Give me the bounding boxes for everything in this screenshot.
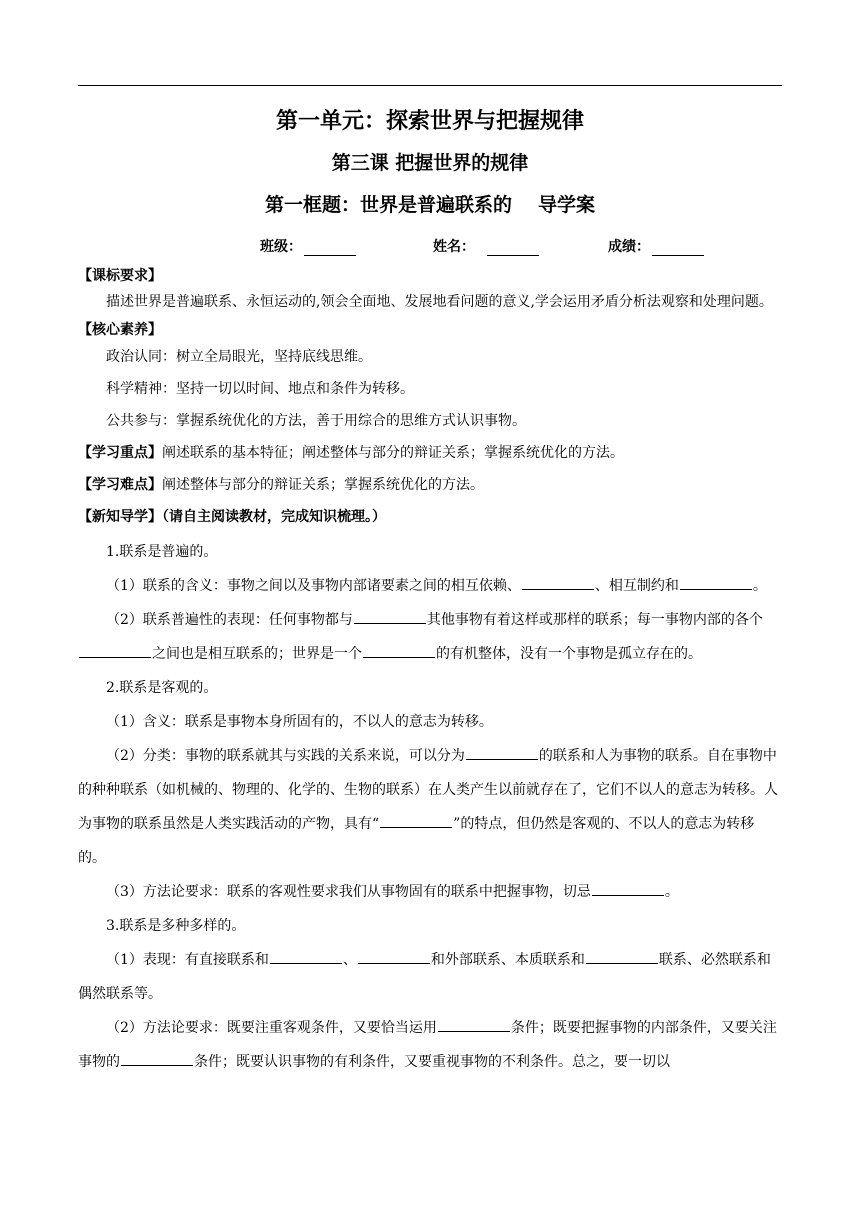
s2-p3-text: 。 [664,884,679,900]
s3-p1-text: 和外部联系、本质联系和 [430,952,585,968]
fill-blank[interactable] [380,813,452,828]
fill-blank[interactable] [354,609,426,624]
section-3-title: 3.联系是多种多样的。 [106,918,246,934]
score-field [608,236,704,256]
difficulties-text: 阐述整体与部分的辩证关系；掌握系统优化的方法。 [162,477,484,493]
s3-p1-text: （1）表现：有直接联系和 [106,952,269,968]
curriculum-text: 描述世界是普遍联系、永恒运动的,领会全面地、发展地看问题的意义,学会运用矛盾分析法观察和处理问题。 [106,294,773,310]
literacy-item: 科学精神：坚持一切以时间、地点和条件为转移。 [106,381,414,397]
s1-p1-text: （1）联系的含义：事物之间以及事物内部诸要素之间的相互依赖、 [106,578,521,594]
s2-p3-text: （3）方法论要求：联系的客观性要求我们从事物固有的联系中把握事物，切忌 [106,884,591,900]
score-label: 成绩： [608,239,650,255]
class-blank[interactable] [304,241,356,256]
s2-p2-text: （2）分类：事物的联系就其与实践的关系来说，可以分为 [106,748,465,764]
topic-text: 第一框题：世界是普遍联系的 [264,194,512,216]
s1-p1 [78,569,782,603]
header-rule [78,85,782,86]
s1-p1-text: 、相互制约和 [594,578,679,594]
name-blank[interactable] [487,241,539,256]
section-1-title: 1.联系是普遍的。 [106,544,218,560]
fill-blank[interactable] [522,575,594,590]
fill-blank[interactable] [438,1017,510,1032]
fill-blank[interactable] [592,881,664,896]
s1-p2-text: （2）联系普遍性的表现：任何事物都与 [106,612,353,628]
s1-p2-text: 之间也是相互联系的；世界是一个 [152,646,362,662]
difficulties-heading: 【学习难点】 [78,477,162,493]
s2-p2-text: 的联系和人为事物的联系。自在事物中的种种联系（如机械的、物理的、化学的、生物的联系）在人类产生以前就存在了，它们不以人的意志为转移。人为事物的联系虽然是人类实践活动的产物，具有“ [78,748,778,832]
class-field [260,236,356,256]
name-label: 姓名： [433,239,475,255]
s2-p2-text: ”的特点，但仍然是客观的、不以人的意志为转移的。 [78,816,755,866]
content [78,265,782,1079]
s1-p2 [78,603,782,671]
s3-p2-text: 条件；既要把握事物的内部条件，又要关注事物的 [78,1020,777,1070]
score-blank[interactable] [652,241,704,256]
topic-title [0,190,860,217]
fill-blank[interactable] [270,949,342,964]
s2-p3 [78,875,782,909]
key-points [78,437,782,469]
key-points-heading: 【学习重点】 [78,445,162,461]
topic-suffix: 导学案 [538,194,596,216]
literacy-item: 政治认同：树立全局眼光，坚持底线思维。 [106,349,372,365]
fill-blank[interactable] [363,643,435,658]
curriculum-heading: 【课标要求】 [78,268,162,284]
literacy-heading: 【核心素养】 [78,322,162,338]
fill-blank[interactable] [79,643,151,658]
s3-p1-text: 、 [342,952,357,968]
fill-blank[interactable] [680,575,752,590]
new-knowledge-note: （请自主阅读教材，完成知识梳理。） [162,509,386,525]
s2-p1: （1）含义：联系是事物本身所固有的，不以人的意志为转移。 [106,714,493,730]
s3-p2-text: （2）方法论要求：既要注重客观条件，又要恰当运用 [106,1020,437,1036]
name-field [433,236,539,256]
fill-blank[interactable] [466,745,538,760]
s1-p1-text: 。 [752,578,767,594]
s3-p1-text: 联系、必然联系和偶然联系等。 [78,952,771,1002]
s3-p2 [78,1011,782,1079]
fill-blank[interactable] [586,949,658,964]
new-knowledge-heading: 【新知导学】 [78,509,162,525]
s1-p2-text: 的有机整体，没有一个事物是孤立存在的。 [436,646,702,662]
s3-p1 [78,943,782,1011]
unit-title: 第一单元：探索世界与把握规律 [275,109,584,134]
fill-blank[interactable] [121,1051,193,1066]
lesson-title: 第三课 把握世界的规律 [331,152,529,174]
literacy-item: 公共参与：掌握系统优化的方法，善于用综合的思维方式认识事物。 [106,413,526,429]
s1-p2-text: 其他事物有着这样或那样的联系；每一事物内部的各个 [426,612,763,628]
s3-p2-text: 条件；既要认识事物的有利条件，又要重视事物的不利条件。总之，要一切以 [194,1054,670,1070]
difficulties [78,469,782,501]
class-label: 班级： [260,239,302,255]
key-points-text: 阐述联系的基本特征；阐述整体与部分的辩证关系；掌握系统优化的方法。 [162,445,624,461]
fill-blank[interactable] [358,949,430,964]
section-2-title: 2.联系是客观的。 [106,680,218,696]
s2-p2 [78,739,782,875]
new-knowledge [78,501,782,533]
